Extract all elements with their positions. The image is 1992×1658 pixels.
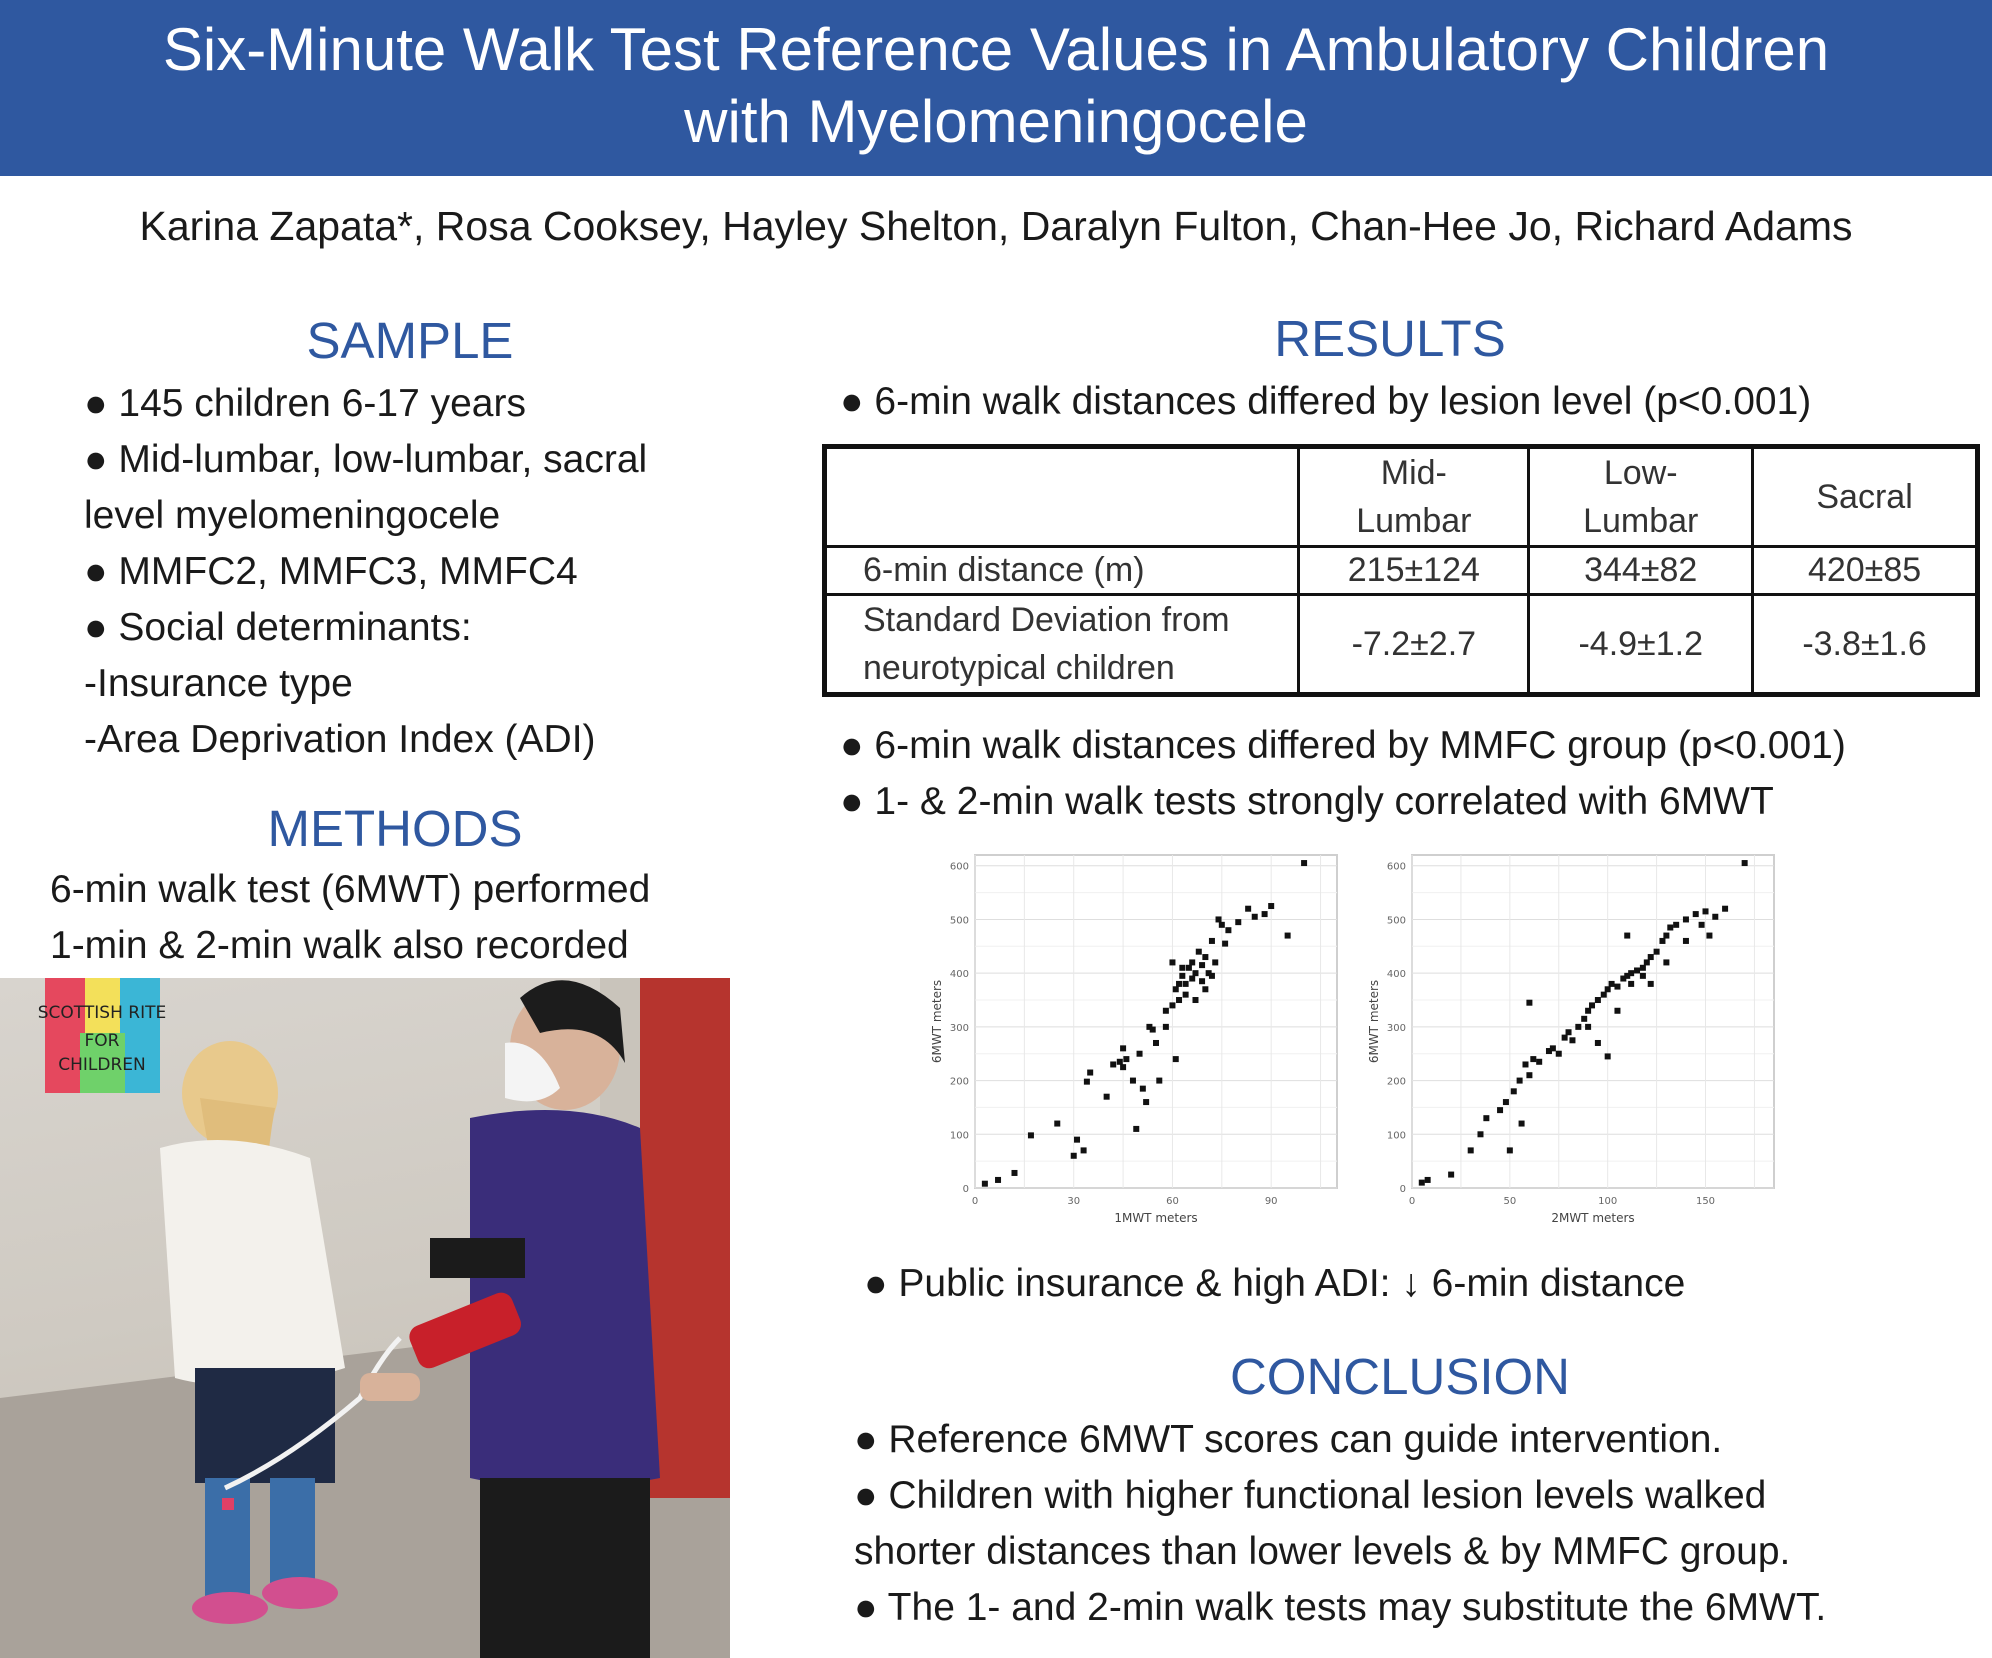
scatter-point [1581, 1016, 1587, 1022]
scatter-point [1522, 1061, 1528, 1067]
scatter-point [1712, 914, 1718, 920]
scatter-point [1556, 1051, 1562, 1057]
walk-test-photo [0, 978, 730, 1658]
scatter-point [1209, 973, 1215, 979]
scatter-point [1268, 903, 1274, 909]
scatter-point [1120, 1045, 1126, 1051]
title-line-1: Six-Minute Walk Test Reference Values in Ambulatory Children [162, 16, 1830, 83]
scatter-plot-2mwt [1362, 840, 1792, 1250]
x-axis-label: 2MWT meters [1551, 1211, 1635, 1225]
scatter-point [1419, 1180, 1425, 1186]
scatter-point [1183, 981, 1189, 987]
x-tick-label: 60 [1166, 1196, 1179, 1207]
scatter-point [1071, 1153, 1077, 1159]
scatter-point [1640, 965, 1646, 971]
results-bullet-mmfc: ● 6-min walk distances differed by MMFC group (p<0.001) [840, 724, 1846, 767]
column-header-sacral: Sacral [1753, 447, 1978, 547]
scatter-point [1601, 992, 1607, 998]
scatter-point [1659, 938, 1665, 944]
y-tick-label: 400 [1386, 969, 1406, 981]
x-tick-label: 150 [1695, 1196, 1716, 1207]
y-tick-label: 600 [1386, 861, 1406, 873]
conclusion-line: ● The 1- and 2-min walk tests may substitute the 6MWT. [854, 1586, 1827, 1629]
methods-line: 6-min walk test (6MWT) performed [50, 868, 651, 911]
row-label: 6-min distance (m) [825, 547, 1299, 595]
scatter-point [1624, 933, 1630, 939]
scatter-point [1497, 1107, 1503, 1113]
y-tick-label: 300 [1386, 1022, 1406, 1034]
y-axis-label: 6MWT meters [930, 979, 944, 1064]
scatter-point [1169, 1002, 1175, 1008]
scatter-point [1614, 1008, 1620, 1014]
scatter-point [1742, 860, 1748, 866]
scatter-plot-1mwt [925, 840, 1355, 1250]
table-cell: -3.8±1.6 [1753, 595, 1978, 695]
scatter-point [1654, 949, 1660, 955]
scatter-point [1562, 1035, 1568, 1041]
scatter-point [1163, 1008, 1169, 1014]
scatter-point [1640, 973, 1646, 979]
scatter-point [1179, 973, 1185, 979]
scatter-point [1176, 997, 1182, 1003]
scatter-point [1507, 1147, 1513, 1153]
conclusion-line: ● Children with higher functional lesion levels walked [854, 1474, 1767, 1517]
scatter-point [1503, 1099, 1509, 1105]
scatter-point [1189, 959, 1195, 965]
table-corner-cell [825, 447, 1299, 547]
scatter-point [1028, 1132, 1034, 1138]
x-axis-label: 1MWT meters [1114, 1211, 1198, 1225]
table-cell: -7.2±2.7 [1299, 595, 1529, 695]
sample-line: ● Mid-lumbar, low-lumbar, sacral [84, 438, 648, 481]
scatter-point [1663, 933, 1669, 939]
scatter-point [1081, 1147, 1087, 1153]
row-label: Standard Deviation from neurotypical children [825, 595, 1299, 695]
scatter-point [1219, 922, 1225, 928]
scatter-point [1146, 1024, 1152, 1030]
scatter-point [1483, 1115, 1489, 1121]
conclusion-line: shorter distances than lower levels & by MMFC group. [854, 1530, 1791, 1573]
scatter-point [1011, 1170, 1017, 1176]
x-tick-label: 30 [1067, 1196, 1081, 1207]
y-tick-label: 500 [949, 915, 969, 927]
x-tick-label: 0 [1408, 1196, 1416, 1207]
svg-text:FOR: FOR [84, 1031, 120, 1051]
scatter-point [1667, 925, 1673, 931]
scatter-point [1133, 1126, 1139, 1132]
column-header-mid-lumbar: Mid- Lumbar [1299, 447, 1529, 547]
scatter-point [1202, 986, 1208, 992]
results-bullet-lesion: ● 6-min walk distances differed by lesion level (p<0.001) [840, 380, 1812, 423]
scatter-point [1123, 1056, 1129, 1062]
y-tick-label: 200 [949, 1076, 969, 1088]
conclusion-heading: CONCLUSION [1229, 1348, 1571, 1405]
scatter-point [1585, 1024, 1591, 1030]
scatter-point [1605, 986, 1611, 992]
scatter-point [1212, 959, 1218, 965]
scatter-point [1183, 992, 1189, 998]
y-tick-label: 400 [949, 969, 969, 981]
scatter-point [1153, 1040, 1159, 1046]
scatter-point [1285, 933, 1291, 939]
table-cell: -4.9±1.2 [1529, 595, 1753, 695]
scatter-point [1605, 1053, 1611, 1059]
scatter-point [1644, 959, 1650, 965]
scatter-point [1143, 1099, 1149, 1105]
y-tick-label: 500 [1386, 915, 1406, 927]
scatter-point [1425, 1177, 1431, 1183]
scatter-point [1209, 938, 1215, 944]
scatter-point [1519, 1121, 1525, 1127]
scatter-point [995, 1177, 1001, 1183]
scatter-point [1222, 941, 1228, 947]
scatter-point [1173, 1056, 1179, 1062]
scatter-point [1176, 981, 1182, 987]
scatter-point [1609, 981, 1615, 987]
svg-text:SCOTTISH RITE: SCOTTISH RITE [37, 1003, 167, 1023]
photo-illustration [0, 978, 730, 1658]
scatter-point [1722, 906, 1728, 912]
scatter-point [1550, 1045, 1556, 1051]
scatter-point [1084, 1079, 1090, 1085]
scatter-point [1614, 984, 1620, 990]
sign-logo [38, 978, 166, 1093]
table-row [825, 595, 1978, 695]
y-tick-label: 200 [1386, 1076, 1406, 1088]
scatter-point [1179, 965, 1185, 971]
y-tick-label: 100 [1386, 1130, 1406, 1142]
scatter-point [982, 1181, 988, 1187]
scatter-point [1196, 949, 1202, 955]
scatter-point [1468, 1147, 1474, 1153]
x-tick-label: 90 [1264, 1196, 1278, 1207]
sample-line: -Area Deprivation Index (ADI) [84, 718, 596, 761]
scatter-point [1199, 962, 1205, 968]
author-list: Karina Zapata*, Rosa Cooksey, Hayley Shelton, Daralyn Fulton, Chan-Hee Jo, Richard Adams [139, 203, 1853, 249]
scatter-point [1448, 1172, 1454, 1178]
results-bullet-insurance: ● Public insurance & high ADI: ↓ 6-min distance [864, 1262, 1686, 1305]
table-cell: 420±85 [1753, 547, 1978, 595]
scatter-point [1683, 916, 1689, 922]
x-tick-label: 0 [971, 1196, 979, 1207]
scatter-point [1634, 967, 1640, 973]
scatter-point [1189, 976, 1195, 982]
table-row [825, 547, 1978, 595]
column-header-low-lumbar: Low- Lumbar [1529, 447, 1753, 547]
scatter-point [1477, 1131, 1483, 1137]
scatter-point [1683, 938, 1689, 944]
scatter-point [1156, 1078, 1162, 1084]
x-tick-label: 50 [1503, 1196, 1517, 1207]
sample-line: ● Social determinants: [84, 606, 472, 649]
scatter-point [1589, 1002, 1595, 1008]
scatter-point [1595, 1040, 1601, 1046]
y-axis-label: 6MWT meters [1367, 979, 1381, 1064]
conclusion-list [854, 1412, 1826, 1636]
scatter-point [1628, 981, 1634, 987]
table-cell: 344±82 [1529, 547, 1753, 595]
scatter-point [1173, 986, 1179, 992]
scatter-point [1137, 1051, 1143, 1057]
table-cell: 215±124 [1299, 547, 1529, 595]
scatter-point [1235, 919, 1241, 925]
sample-heading: SAMPLE [306, 312, 514, 369]
results-table [822, 444, 1980, 697]
scatter-point [1569, 1037, 1575, 1043]
scatter-point [1699, 922, 1705, 928]
scatter-point [1245, 906, 1251, 912]
y-tick-label: 100 [949, 1130, 969, 1142]
results-bullet-correlation: ● 1- & 2-min walk tests strongly correlated with 6MWT [840, 780, 1774, 823]
results-heading: RESULTS [1274, 310, 1506, 367]
scatter-point [1192, 997, 1198, 1003]
sample-list [84, 376, 647, 768]
scatter-point [1648, 954, 1654, 960]
scatter-point [1566, 1029, 1572, 1035]
scatter-point [1517, 1078, 1523, 1084]
scatter-point [1087, 1070, 1093, 1076]
methods-line: 1-min & 2-min walk also recorded [50, 924, 629, 967]
scatter-point [1202, 954, 1208, 960]
scatter-point [1163, 1024, 1169, 1030]
sample-line: level myelomeningocele [84, 494, 501, 537]
conclusion-line: ● Reference 6MWT scores can guide intervention. [854, 1418, 1723, 1461]
scatter-point [1595, 997, 1601, 1003]
scatter-point [1110, 1061, 1116, 1067]
scatter-point [1074, 1137, 1080, 1143]
scatter-point [1104, 1094, 1110, 1100]
scatter-point [1673, 922, 1679, 928]
scatter-point [1530, 1056, 1536, 1062]
plot-area [1412, 855, 1774, 1188]
title-line-2: with Myelomeningocele [684, 88, 1308, 155]
scatter-point [1117, 1059, 1123, 1065]
x-tick-label: 100 [1598, 1196, 1618, 1207]
scatter-point [1703, 908, 1709, 914]
scatter-point [1526, 1000, 1532, 1006]
scatter-point [1192, 970, 1198, 976]
scatter-point [1526, 1072, 1532, 1078]
scatter-point [1262, 911, 1268, 917]
y-tick-label: 600 [949, 861, 969, 873]
scatter-point [1648, 981, 1654, 987]
methods-heading: METHODS [267, 800, 523, 857]
scatter-point [1120, 1064, 1126, 1070]
title-banner [0, 0, 1992, 176]
scatter-point [1216, 916, 1222, 922]
scatter-point [1186, 965, 1192, 971]
y-tick-label: 0 [962, 1184, 969, 1195]
methods-list [50, 862, 650, 974]
scatter-point [1628, 970, 1634, 976]
scatter-point [1301, 860, 1307, 866]
svg-text:CHILDREN: CHILDREN [58, 1055, 146, 1075]
scatter-point [1693, 911, 1699, 917]
scatter-point [1585, 1008, 1591, 1014]
scatter-point [1575, 1024, 1581, 1030]
scatter-point [1130, 1078, 1136, 1084]
sample-line: ● 145 children 6-17 years [84, 382, 526, 425]
sample-line: -Insurance type [84, 662, 353, 705]
scatter-point [1663, 959, 1669, 965]
y-tick-label: 300 [949, 1022, 969, 1034]
y-tick-label: 0 [1399, 1184, 1406, 1195]
scatter-point [1140, 1086, 1146, 1092]
scatter-point [1706, 933, 1712, 939]
scatter-point [1169, 959, 1175, 965]
scatter-point [1199, 978, 1205, 984]
scatter-point [1054, 1121, 1060, 1127]
sample-line: ● MMFC2, MMFC3, MMFC4 [84, 550, 578, 593]
scatter-point [1225, 927, 1231, 933]
scatter-point [1536, 1059, 1542, 1065]
scatter-point [1511, 1088, 1517, 1094]
scatter-point [1252, 914, 1258, 920]
